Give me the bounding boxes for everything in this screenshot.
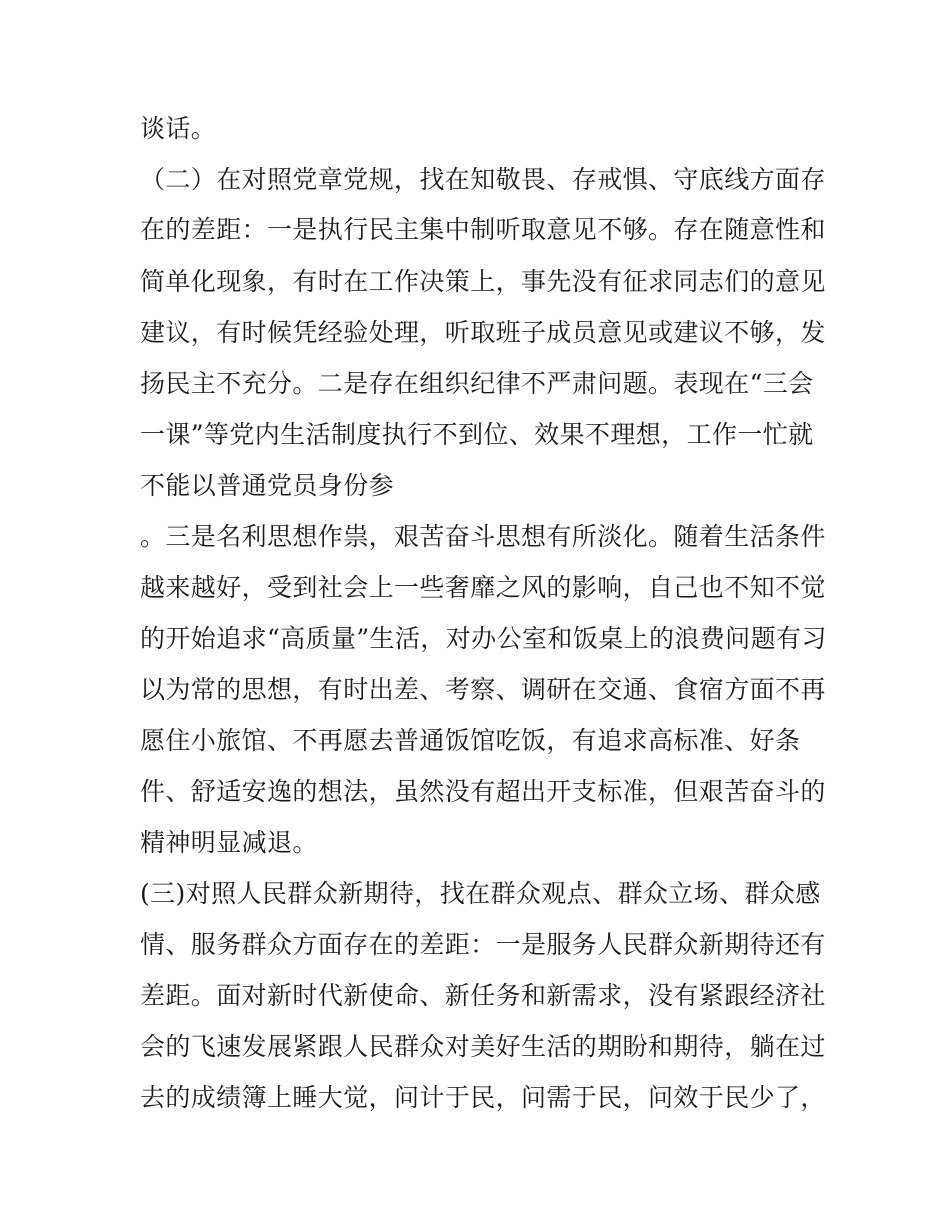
text-line: 去的成绩簿上睡大觉，问计于民，问需于民，问效于民少了， <box>140 1083 826 1112</box>
text-line: 越来越好，受到社会上一些奢靡之风的影响，自己也不知不觉 <box>140 573 826 602</box>
text-line: 愿住小旅馆、不再愿去普通饭馆吃饭，有追求高标准、好条 <box>140 726 801 755</box>
text-line: 扬民主不充分。二是存在组织纪律不严肃问题。表现在“三会 <box>140 369 814 398</box>
text-line: 谈话。 <box>140 114 217 143</box>
text-line: 不能以普通党员身份参 <box>140 471 395 500</box>
text-line: 在的差距：一是执行民主集中制听取意见不够。存在随意性和 <box>140 215 826 244</box>
text-line: 差距。面对新时代新使命、新任务和新需求，没有紧跟经济社 <box>140 981 826 1010</box>
text-line: (三)对照人民群众新期待，找在群众观点、群众立场、群众感 <box>140 879 821 908</box>
text-line: 以为常的思想，有时出差、考察、调研在交通、食宿方面不再 <box>140 675 826 704</box>
text-line: 建议，有时候凭经验处理，听取班子成员意见或建议不够，发 <box>140 318 826 347</box>
text-line: 精神明显减退。 <box>140 828 318 857</box>
text-line: 情、服务群众方面存在的差距：一是服务人民群众新期待还有 <box>140 930 826 959</box>
text-line: 。三是名利思想作祟，艰苦奋斗思想有所淡化。随着生活条件 <box>140 522 826 551</box>
text-line: 的开始追求“高质量”生活，对办公室和饭桌上的浪费问题有习 <box>140 624 827 653</box>
text-line: 会的飞速发展紧跟人民群众对美好生活的期盼和期待，躺在过 <box>140 1032 826 1061</box>
text-line: 简单化现象，有时在工作决策上，事先没有征求同志们的意见 <box>140 267 826 296</box>
text-line: 一课”等党内生活制度执行不到位、效果不理想，工作一忙就 <box>140 420 814 449</box>
text-line: （二）在对照党章党规，找在知敬畏、存戒惧、守底线方面存 <box>140 165 826 194</box>
text-line: 件、舒适安逸的想法，虽然没有超出开支标准，但艰苦奋斗的 <box>140 777 826 806</box>
